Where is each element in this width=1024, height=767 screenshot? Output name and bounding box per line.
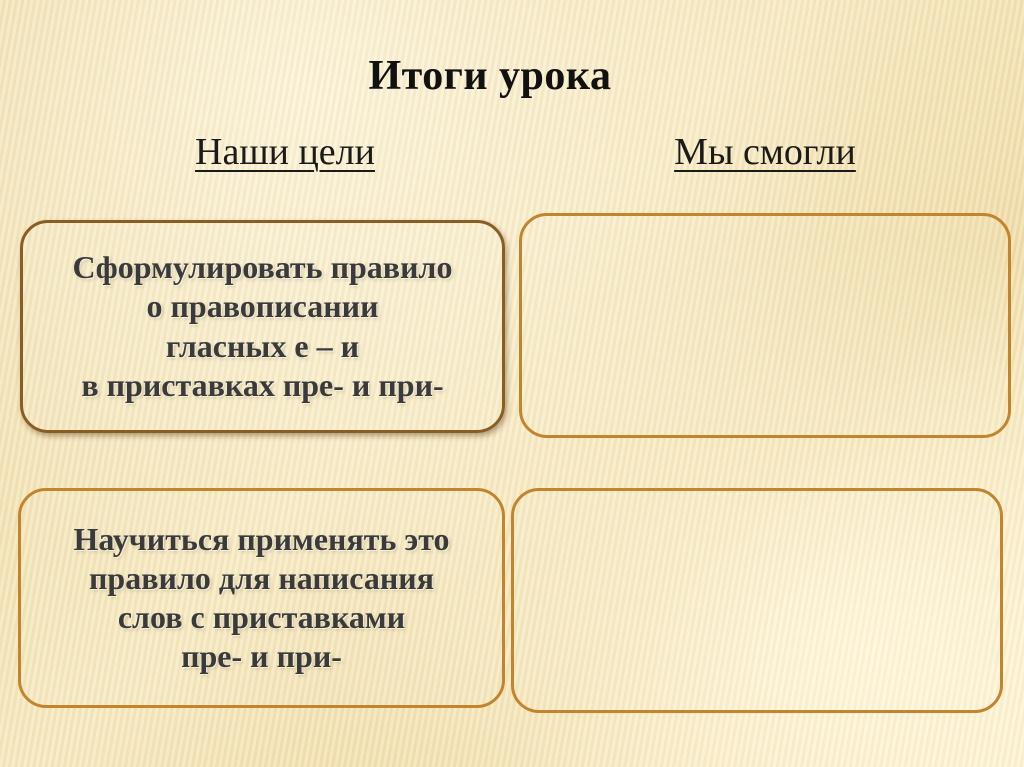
slide-title: Итоги урока <box>368 53 612 99</box>
goal-box-1 <box>20 220 505 433</box>
goal-text-2: Научиться применять это правило для написания слов с приставками пре- и при- <box>73 520 450 675</box>
goal-text-1: Сформулировать правило о правописании гласных е – и в приставках пре- и при- <box>72 249 453 403</box>
results-column-heading: Мы смогли <box>674 131 856 173</box>
result-box-2 <box>511 488 1003 713</box>
goals-column-heading: Наши цели <box>195 131 375 173</box>
result-box-1 <box>519 213 1011 438</box>
goal-box-2 <box>18 488 505 708</box>
